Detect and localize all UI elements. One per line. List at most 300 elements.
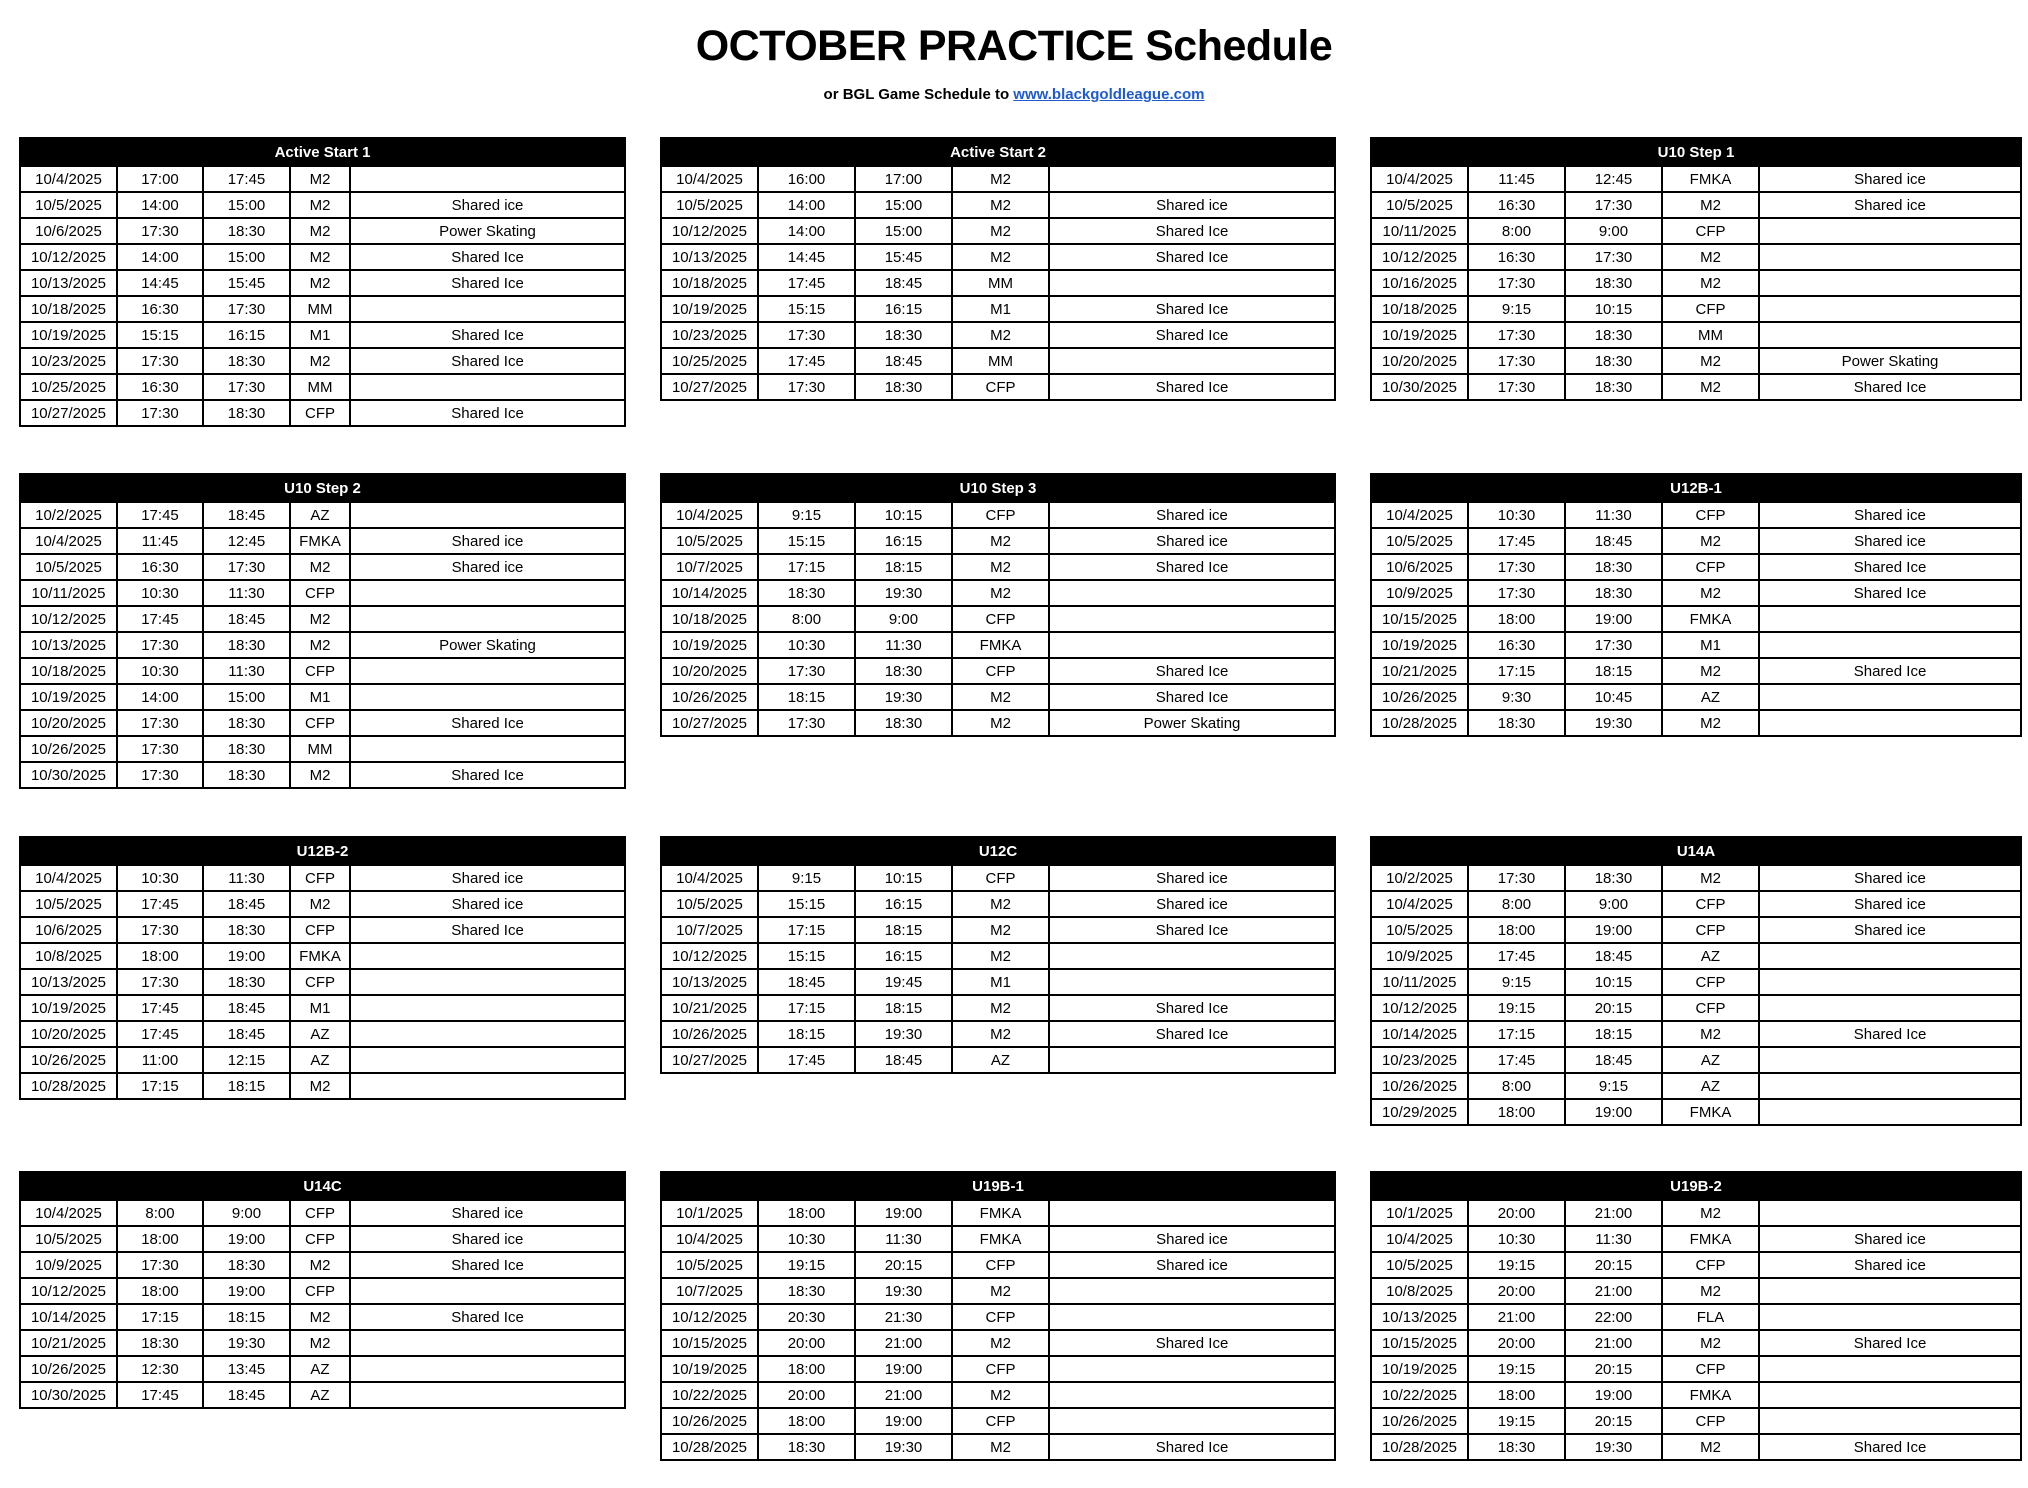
rink-cell: CFP bbox=[1662, 969, 1759, 995]
start-time-cell: 10:30 bbox=[758, 632, 855, 658]
table-header-row bbox=[661, 837, 1335, 865]
date-cell: 10/22/2025 bbox=[661, 1382, 758, 1408]
note-cell bbox=[350, 374, 625, 400]
rink-cell: MM bbox=[290, 296, 350, 322]
date-cell: 10/6/2025 bbox=[1371, 554, 1468, 580]
note-cell bbox=[1759, 995, 2021, 1021]
note-cell bbox=[1759, 606, 2021, 632]
rink-cell: M2 bbox=[290, 554, 350, 580]
rink-cell: CFP bbox=[290, 658, 350, 684]
rink-cell: FMKA bbox=[1662, 1226, 1759, 1252]
start-time-cell: 19:15 bbox=[758, 1252, 855, 1278]
start-time-cell: 20:00 bbox=[1468, 1330, 1565, 1356]
end-time-cell: 19:00 bbox=[1565, 1099, 1662, 1125]
end-time-cell: 11:30 bbox=[855, 1226, 952, 1252]
date-cell: 10/12/2025 bbox=[20, 1278, 117, 1304]
table-row bbox=[20, 554, 625, 580]
rink-cell: M2 bbox=[1662, 1021, 1759, 1047]
start-time-cell: 16:30 bbox=[117, 296, 203, 322]
start-time-cell: 8:00 bbox=[758, 606, 855, 632]
note-cell: Shared ice bbox=[350, 528, 625, 554]
start-time-cell: 17:30 bbox=[1468, 270, 1565, 296]
date-cell: 10/11/2025 bbox=[1371, 969, 1468, 995]
note-cell: Shared ice bbox=[1759, 502, 2021, 528]
rink-cell: M2 bbox=[952, 1021, 1049, 1047]
note-cell bbox=[1049, 1356, 1335, 1382]
start-time-cell: 17:30 bbox=[1468, 554, 1565, 580]
start-time-cell: 14:00 bbox=[758, 218, 855, 244]
table-row bbox=[1371, 528, 2021, 554]
end-time-cell: 18:45 bbox=[1565, 1047, 1662, 1073]
date-cell: 10/4/2025 bbox=[20, 166, 117, 192]
end-time-cell: 15:00 bbox=[203, 192, 290, 218]
table-row bbox=[20, 1278, 625, 1304]
rink-cell: M2 bbox=[952, 1278, 1049, 1304]
rink-cell: CFP bbox=[290, 1200, 350, 1226]
date-cell: 10/20/2025 bbox=[20, 1021, 117, 1047]
table-row bbox=[1371, 580, 2021, 606]
table-row bbox=[1371, 891, 2021, 917]
rink-cell: M2 bbox=[1662, 348, 1759, 374]
date-cell: 10/12/2025 bbox=[661, 218, 758, 244]
rink-cell: M2 bbox=[290, 218, 350, 244]
note-cell bbox=[1049, 1047, 1335, 1073]
note-cell: Shared Ice bbox=[1759, 580, 2021, 606]
table-row bbox=[20, 192, 625, 218]
date-cell: 10/21/2025 bbox=[1371, 658, 1468, 684]
rink-cell: CFP bbox=[1662, 296, 1759, 322]
schedule-table bbox=[660, 836, 1336, 1074]
note-cell bbox=[1759, 1304, 2021, 1330]
start-time-cell: 20:00 bbox=[1468, 1278, 1565, 1304]
team-name-header: Active Start 2 bbox=[661, 138, 1335, 166]
table-header-row bbox=[1371, 138, 2021, 166]
end-time-cell: 19:00 bbox=[203, 1226, 290, 1252]
date-cell: 10/1/2025 bbox=[661, 1200, 758, 1226]
note-cell bbox=[1759, 270, 2021, 296]
date-cell: 10/4/2025 bbox=[20, 528, 117, 554]
rink-cell: MM bbox=[952, 270, 1049, 296]
table-row bbox=[20, 995, 625, 1021]
date-cell: 10/12/2025 bbox=[20, 606, 117, 632]
end-time-cell: 18:30 bbox=[203, 348, 290, 374]
date-cell: 10/4/2025 bbox=[1371, 502, 1468, 528]
date-cell: 10/27/2025 bbox=[661, 710, 758, 736]
table-row bbox=[661, 943, 1335, 969]
rink-cell: FMKA bbox=[1662, 1382, 1759, 1408]
start-time-cell: 18:00 bbox=[758, 1408, 855, 1434]
start-time-cell: 18:15 bbox=[758, 1021, 855, 1047]
start-time-cell: 17:00 bbox=[117, 166, 203, 192]
note-cell: Shared ice bbox=[1759, 891, 2021, 917]
rink-cell: M2 bbox=[952, 1330, 1049, 1356]
note-cell: Shared Ice bbox=[1759, 658, 2021, 684]
table-row bbox=[20, 606, 625, 632]
start-time-cell: 9:15 bbox=[758, 865, 855, 891]
end-time-cell: 18:30 bbox=[855, 322, 952, 348]
start-time-cell: 15:15 bbox=[758, 943, 855, 969]
rink-cell: CFP bbox=[1662, 218, 1759, 244]
table-row bbox=[1371, 244, 2021, 270]
rink-cell: CFP bbox=[952, 374, 1049, 400]
date-cell: 10/15/2025 bbox=[1371, 606, 1468, 632]
table-row bbox=[1371, 995, 2021, 1021]
table-row bbox=[1371, 1200, 2021, 1226]
table-row bbox=[1371, 1278, 2021, 1304]
rink-cell: M2 bbox=[952, 1382, 1049, 1408]
note-cell bbox=[1759, 1073, 2021, 1099]
table-header-row bbox=[20, 138, 625, 166]
rink-cell: M2 bbox=[952, 891, 1049, 917]
note-cell bbox=[1049, 1304, 1335, 1330]
end-time-cell: 18:15 bbox=[855, 917, 952, 943]
rink-cell: CFP bbox=[1662, 917, 1759, 943]
schedule-table bbox=[19, 836, 626, 1100]
table-row bbox=[20, 1200, 625, 1226]
end-time-cell: 11:30 bbox=[203, 580, 290, 606]
note-cell bbox=[1759, 1047, 2021, 1073]
start-time-cell: 19:15 bbox=[1468, 1252, 1565, 1278]
end-time-cell: 11:30 bbox=[1565, 502, 1662, 528]
rink-cell: M2 bbox=[952, 554, 1049, 580]
end-time-cell: 19:30 bbox=[855, 684, 952, 710]
end-time-cell: 18:45 bbox=[855, 348, 952, 374]
note-cell: Shared Ice bbox=[350, 348, 625, 374]
rink-cell: M2 bbox=[952, 943, 1049, 969]
table-row bbox=[20, 1304, 625, 1330]
table-header-row bbox=[661, 1172, 1335, 1200]
start-time-cell: 17:45 bbox=[117, 891, 203, 917]
start-time-cell: 17:30 bbox=[758, 710, 855, 736]
rink-cell: AZ bbox=[290, 1356, 350, 1382]
team-name-header: U14C bbox=[20, 1172, 625, 1200]
league-website-link[interactable]: www.blackgoldleague.com bbox=[1013, 86, 1205, 103]
rink-cell: M2 bbox=[1662, 374, 1759, 400]
rink-cell: M2 bbox=[290, 348, 350, 374]
rink-cell: M2 bbox=[1662, 1330, 1759, 1356]
note-cell: Shared Ice bbox=[1759, 1434, 2021, 1460]
rink-cell: MM bbox=[952, 348, 1049, 374]
note-cell bbox=[1759, 1200, 2021, 1226]
note-cell: Power Skating bbox=[350, 632, 625, 658]
rink-cell: FMKA bbox=[290, 528, 350, 554]
rink-cell: CFP bbox=[290, 1226, 350, 1252]
subtitle bbox=[0, 86, 2028, 103]
table-header-row bbox=[20, 474, 625, 502]
date-cell: 10/6/2025 bbox=[20, 917, 117, 943]
rink-cell: M2 bbox=[952, 917, 1049, 943]
table-row bbox=[661, 684, 1335, 710]
date-cell: 10/5/2025 bbox=[1371, 192, 1468, 218]
table-row bbox=[1371, 1304, 2021, 1330]
start-time-cell: 18:00 bbox=[1468, 606, 1565, 632]
rink-cell: M2 bbox=[952, 580, 1049, 606]
table-row bbox=[661, 322, 1335, 348]
note-cell bbox=[350, 969, 625, 995]
start-time-cell: 17:15 bbox=[1468, 658, 1565, 684]
note-cell bbox=[350, 1073, 625, 1099]
start-time-cell: 17:30 bbox=[117, 762, 203, 788]
start-time-cell: 15:15 bbox=[117, 322, 203, 348]
schedule-table bbox=[1370, 1171, 2022, 1461]
start-time-cell: 9:15 bbox=[1468, 296, 1565, 322]
table-row bbox=[1371, 554, 2021, 580]
note-cell: Shared ice bbox=[1049, 528, 1335, 554]
table-row bbox=[20, 710, 625, 736]
rink-cell: M2 bbox=[952, 684, 1049, 710]
end-time-cell: 18:30 bbox=[855, 658, 952, 684]
rink-cell: CFP bbox=[1662, 1252, 1759, 1278]
date-cell: 10/20/2025 bbox=[661, 658, 758, 684]
start-time-cell: 17:45 bbox=[758, 1047, 855, 1073]
note-cell: Shared ice bbox=[1049, 192, 1335, 218]
rink-cell: CFP bbox=[1662, 554, 1759, 580]
start-time-cell: 11:45 bbox=[1468, 166, 1565, 192]
note-cell bbox=[350, 1278, 625, 1304]
rink-cell: AZ bbox=[1662, 684, 1759, 710]
table-row bbox=[20, 244, 625, 270]
rink-cell: M2 bbox=[1662, 710, 1759, 736]
end-time-cell: 20:15 bbox=[1565, 1356, 1662, 1382]
end-time-cell: 18:30 bbox=[1565, 322, 1662, 348]
start-time-cell: 18:30 bbox=[1468, 710, 1565, 736]
rink-cell: CFP bbox=[290, 969, 350, 995]
end-time-cell: 19:00 bbox=[855, 1408, 952, 1434]
date-cell: 10/19/2025 bbox=[20, 995, 117, 1021]
rink-cell: M2 bbox=[1662, 244, 1759, 270]
start-time-cell: 10:30 bbox=[117, 580, 203, 606]
start-time-cell: 17:30 bbox=[1468, 348, 1565, 374]
rink-cell: M2 bbox=[1662, 580, 1759, 606]
date-cell: 10/13/2025 bbox=[661, 969, 758, 995]
end-time-cell: 18:30 bbox=[203, 969, 290, 995]
note-cell bbox=[1759, 943, 2021, 969]
table-row bbox=[1371, 632, 2021, 658]
start-time-cell: 18:00 bbox=[117, 943, 203, 969]
start-time-cell: 17:45 bbox=[1468, 943, 1565, 969]
note-cell bbox=[350, 943, 625, 969]
table-row bbox=[1371, 192, 2021, 218]
start-time-cell: 17:30 bbox=[758, 374, 855, 400]
date-cell: 10/13/2025 bbox=[20, 270, 117, 296]
note-cell: Shared Ice bbox=[350, 322, 625, 348]
end-time-cell: 15:00 bbox=[855, 192, 952, 218]
end-time-cell: 19:00 bbox=[855, 1356, 952, 1382]
table-row bbox=[1371, 684, 2021, 710]
end-time-cell: 18:15 bbox=[855, 554, 952, 580]
start-time-cell: 14:00 bbox=[758, 192, 855, 218]
start-time-cell: 18:30 bbox=[1468, 1434, 1565, 1460]
start-time-cell: 18:00 bbox=[1468, 917, 1565, 943]
table-row bbox=[661, 1330, 1335, 1356]
date-cell: 10/26/2025 bbox=[20, 736, 117, 762]
table-row bbox=[661, 244, 1335, 270]
start-time-cell: 8:00 bbox=[1468, 891, 1565, 917]
date-cell: 10/5/2025 bbox=[20, 1226, 117, 1252]
table-row bbox=[661, 270, 1335, 296]
date-cell: 10/27/2025 bbox=[20, 400, 117, 426]
date-cell: 10/4/2025 bbox=[661, 865, 758, 891]
end-time-cell: 18:45 bbox=[203, 995, 290, 1021]
note-cell bbox=[1049, 270, 1335, 296]
rink-cell: M1 bbox=[1662, 632, 1759, 658]
note-cell: Shared ice bbox=[350, 1226, 625, 1252]
date-cell: 10/4/2025 bbox=[20, 865, 117, 891]
rink-cell: FMKA bbox=[1662, 1099, 1759, 1125]
rink-cell: CFP bbox=[952, 606, 1049, 632]
table-row bbox=[20, 1382, 625, 1408]
date-cell: 10/4/2025 bbox=[20, 1200, 117, 1226]
note-cell bbox=[350, 1330, 625, 1356]
team-name-header: U12B-1 bbox=[1371, 474, 2021, 502]
date-cell: 10/19/2025 bbox=[661, 1356, 758, 1382]
end-time-cell: 12:45 bbox=[203, 528, 290, 554]
table-row bbox=[661, 891, 1335, 917]
date-cell: 10/4/2025 bbox=[661, 1226, 758, 1252]
date-cell: 10/29/2025 bbox=[1371, 1099, 1468, 1125]
note-cell: Shared ice bbox=[1759, 1252, 2021, 1278]
table-row bbox=[20, 917, 625, 943]
end-time-cell: 18:30 bbox=[1565, 554, 1662, 580]
table-row bbox=[661, 528, 1335, 554]
rink-cell: M2 bbox=[952, 1434, 1049, 1460]
date-cell: 10/28/2025 bbox=[1371, 1434, 1468, 1460]
note-cell bbox=[1049, 943, 1335, 969]
start-time-cell: 18:00 bbox=[117, 1226, 203, 1252]
date-cell: 10/4/2025 bbox=[1371, 166, 1468, 192]
end-time-cell: 10:15 bbox=[1565, 296, 1662, 322]
table-row bbox=[1371, 1434, 2021, 1460]
start-time-cell: 10:30 bbox=[117, 865, 203, 891]
note-cell bbox=[350, 658, 625, 684]
end-time-cell: 18:45 bbox=[203, 1021, 290, 1047]
date-cell: 10/5/2025 bbox=[1371, 1252, 1468, 1278]
table-row bbox=[1371, 1252, 2021, 1278]
start-time-cell: 15:15 bbox=[758, 528, 855, 554]
rink-cell: M2 bbox=[290, 166, 350, 192]
table-row bbox=[1371, 1021, 2021, 1047]
table-row bbox=[1371, 296, 2021, 322]
date-cell: 10/30/2025 bbox=[20, 1382, 117, 1408]
schedule-table bbox=[19, 1171, 626, 1409]
table-row bbox=[20, 865, 625, 891]
rink-cell: FMKA bbox=[952, 1200, 1049, 1226]
start-time-cell: 16:30 bbox=[117, 374, 203, 400]
date-cell: 10/5/2025 bbox=[1371, 528, 1468, 554]
end-time-cell: 15:00 bbox=[855, 218, 952, 244]
table-row bbox=[20, 580, 625, 606]
rink-cell: M2 bbox=[1662, 528, 1759, 554]
date-cell: 10/27/2025 bbox=[661, 374, 758, 400]
note-cell bbox=[1759, 1408, 2021, 1434]
end-time-cell: 10:15 bbox=[1565, 969, 1662, 995]
end-time-cell: 15:45 bbox=[855, 244, 952, 270]
start-time-cell: 17:15 bbox=[117, 1073, 203, 1099]
rink-cell: M1 bbox=[290, 322, 350, 348]
note-cell: Shared Ice bbox=[1049, 658, 1335, 684]
note-cell: Shared Ice bbox=[350, 917, 625, 943]
note-cell: Shared ice bbox=[350, 554, 625, 580]
table-row bbox=[661, 192, 1335, 218]
date-cell: 10/12/2025 bbox=[20, 244, 117, 270]
team-name-header: Active Start 1 bbox=[20, 138, 625, 166]
rink-cell: M2 bbox=[290, 891, 350, 917]
table-row bbox=[661, 865, 1335, 891]
team-name-header: U10 Step 3 bbox=[661, 474, 1335, 502]
date-cell: 10/19/2025 bbox=[20, 684, 117, 710]
rink-cell: CFP bbox=[290, 1278, 350, 1304]
schedule-table bbox=[660, 473, 1336, 737]
table-row bbox=[20, 296, 625, 322]
rink-cell: CFP bbox=[290, 710, 350, 736]
schedule-table bbox=[660, 1171, 1336, 1461]
note-cell: Shared ice bbox=[350, 891, 625, 917]
start-time-cell: 15:15 bbox=[758, 296, 855, 322]
note-cell bbox=[1759, 1099, 2021, 1125]
table-row bbox=[661, 1278, 1335, 1304]
end-time-cell: 19:00 bbox=[203, 943, 290, 969]
end-time-cell: 18:30 bbox=[203, 736, 290, 762]
end-time-cell: 16:15 bbox=[855, 528, 952, 554]
end-time-cell: 16:15 bbox=[855, 296, 952, 322]
start-time-cell: 17:30 bbox=[117, 710, 203, 736]
note-cell: Shared Ice bbox=[350, 400, 625, 426]
rink-cell: CFP bbox=[952, 1252, 1049, 1278]
date-cell: 10/21/2025 bbox=[20, 1330, 117, 1356]
table-row bbox=[661, 1021, 1335, 1047]
end-time-cell: 10:15 bbox=[855, 865, 952, 891]
note-cell: Shared Ice bbox=[1759, 554, 2021, 580]
date-cell: 10/12/2025 bbox=[661, 1304, 758, 1330]
table-header-row bbox=[1371, 1172, 2021, 1200]
note-cell bbox=[350, 1356, 625, 1382]
note-cell: Power Skating bbox=[350, 218, 625, 244]
end-time-cell: 18:30 bbox=[203, 1252, 290, 1278]
table-row bbox=[661, 710, 1335, 736]
end-time-cell: 18:45 bbox=[203, 502, 290, 528]
rink-cell: M2 bbox=[952, 710, 1049, 736]
rink-cell: MM bbox=[290, 374, 350, 400]
start-time-cell: 17:45 bbox=[117, 502, 203, 528]
table-row bbox=[661, 995, 1335, 1021]
date-cell: 10/30/2025 bbox=[1371, 374, 1468, 400]
table-row bbox=[20, 969, 625, 995]
page-title: OCTOBER PRACTICE Schedule bbox=[695, 22, 1333, 70]
note-cell bbox=[350, 580, 625, 606]
start-time-cell: 17:30 bbox=[117, 969, 203, 995]
start-time-cell: 14:00 bbox=[117, 684, 203, 710]
end-time-cell: 15:00 bbox=[203, 684, 290, 710]
rink-cell: FMKA bbox=[1662, 606, 1759, 632]
schedule-table bbox=[1370, 473, 2022, 737]
team-name-header: U12B-2 bbox=[20, 837, 625, 865]
start-time-cell: 17:45 bbox=[117, 995, 203, 1021]
note-cell: Shared ice bbox=[1759, 166, 2021, 192]
start-time-cell: 20:30 bbox=[758, 1304, 855, 1330]
date-cell: 10/19/2025 bbox=[20, 322, 117, 348]
start-time-cell: 18:00 bbox=[1468, 1382, 1565, 1408]
start-time-cell: 17:30 bbox=[1468, 865, 1565, 891]
note-cell bbox=[1759, 244, 2021, 270]
rink-cell: AZ bbox=[290, 1382, 350, 1408]
note-cell bbox=[350, 1382, 625, 1408]
rink-cell: M2 bbox=[290, 270, 350, 296]
table-row bbox=[20, 528, 625, 554]
date-cell: 10/13/2025 bbox=[20, 632, 117, 658]
end-time-cell: 21:30 bbox=[855, 1304, 952, 1330]
rink-cell: CFP bbox=[952, 1408, 1049, 1434]
schedule-table bbox=[19, 473, 626, 789]
